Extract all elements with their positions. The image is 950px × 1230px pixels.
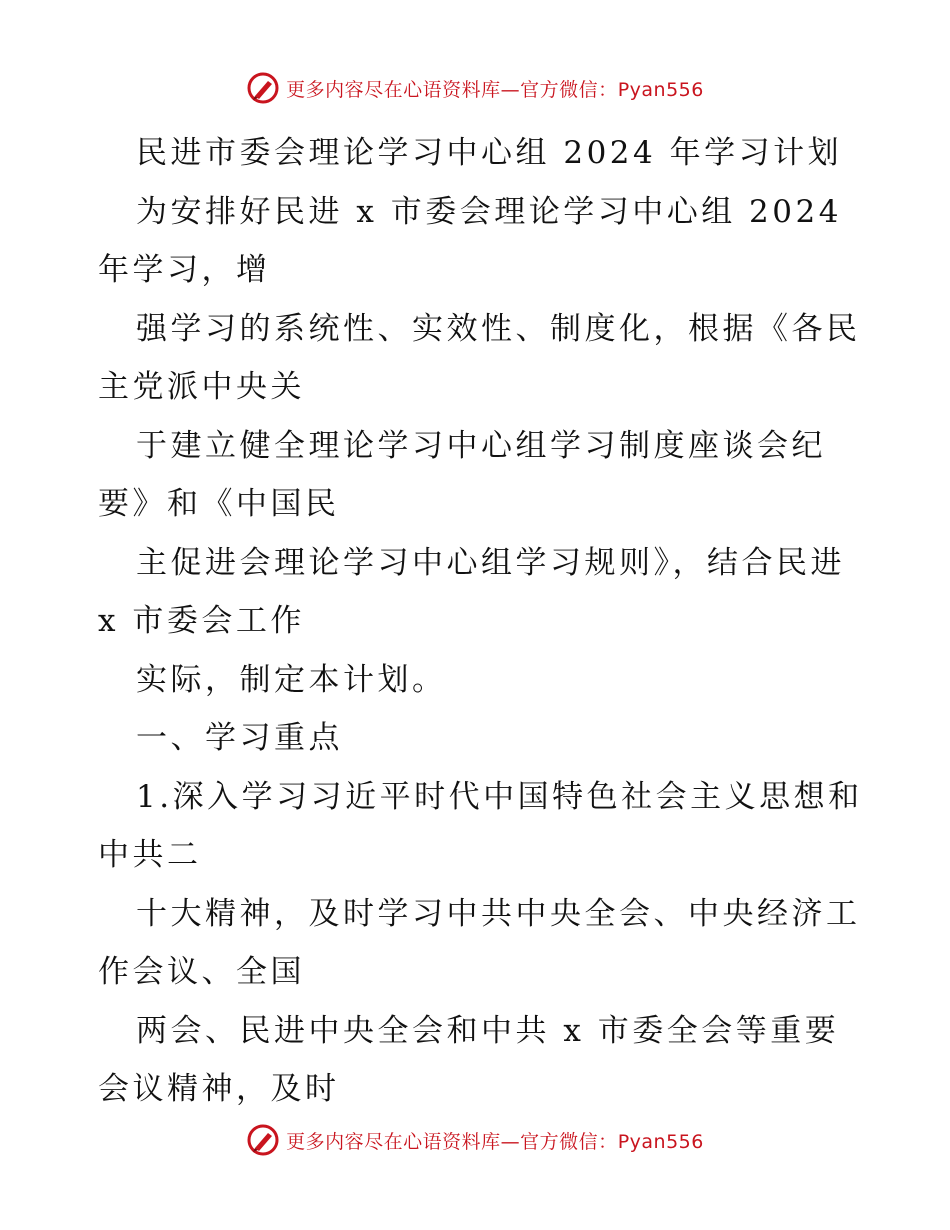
pen-logo-icon xyxy=(246,1123,280,1157)
paragraph-line: 于建立健全理论学习中心组学习制度座谈会纪 xyxy=(136,427,826,464)
paragraph-line: x 市委会工作 xyxy=(98,603,305,639)
paragraph-line: 作会议、全国 xyxy=(98,954,305,990)
paragraph-line: 1.深入学习习近平时代中国特色社会主义思想和 xyxy=(136,778,863,815)
paragraph-line: 两会、民进中央全会和中共 x 市委全会等重要 xyxy=(136,1012,840,1049)
paragraph-line: 会议精神，及时 xyxy=(98,1071,340,1107)
paragraph-line: 中共二 xyxy=(98,837,202,873)
paragraph-line: 年学习，增 xyxy=(98,252,271,288)
paragraph-line: 主促进会理论学习中心组学习规则》，结合民进 xyxy=(136,544,845,581)
paragraph-line: 十大精神，及时学习中共中央全会、中央经济工 xyxy=(136,895,861,932)
paragraph-line: 强学习的系统性、实效性、制度化，根据《各民 xyxy=(136,310,861,347)
paragraph-line: 实际，制定本计划。 xyxy=(136,661,447,698)
doc-title: 民进市委会理论学习中心组 2024 年学习计划 xyxy=(136,135,843,171)
paragraph-line: 为安排好民进 x 市委会理论学习中心组 2024 xyxy=(136,193,842,230)
footer-watermark-banner xyxy=(0,1120,950,1160)
document-body xyxy=(98,124,863,1119)
banner-text: 更多内容尽在心语资料库—官方微信：Pyan556 xyxy=(286,1130,704,1153)
section-heading: 一、学习重点 xyxy=(136,720,343,756)
pen-logo-icon xyxy=(246,71,280,105)
paragraph-line: 主党派中央关 xyxy=(98,369,305,405)
header-watermark-banner xyxy=(0,68,950,108)
banner-text: 更多内容尽在心语资料库—官方微信：Pyan556 xyxy=(286,78,704,101)
paragraph-line: 要》和《中国民 xyxy=(98,486,340,522)
